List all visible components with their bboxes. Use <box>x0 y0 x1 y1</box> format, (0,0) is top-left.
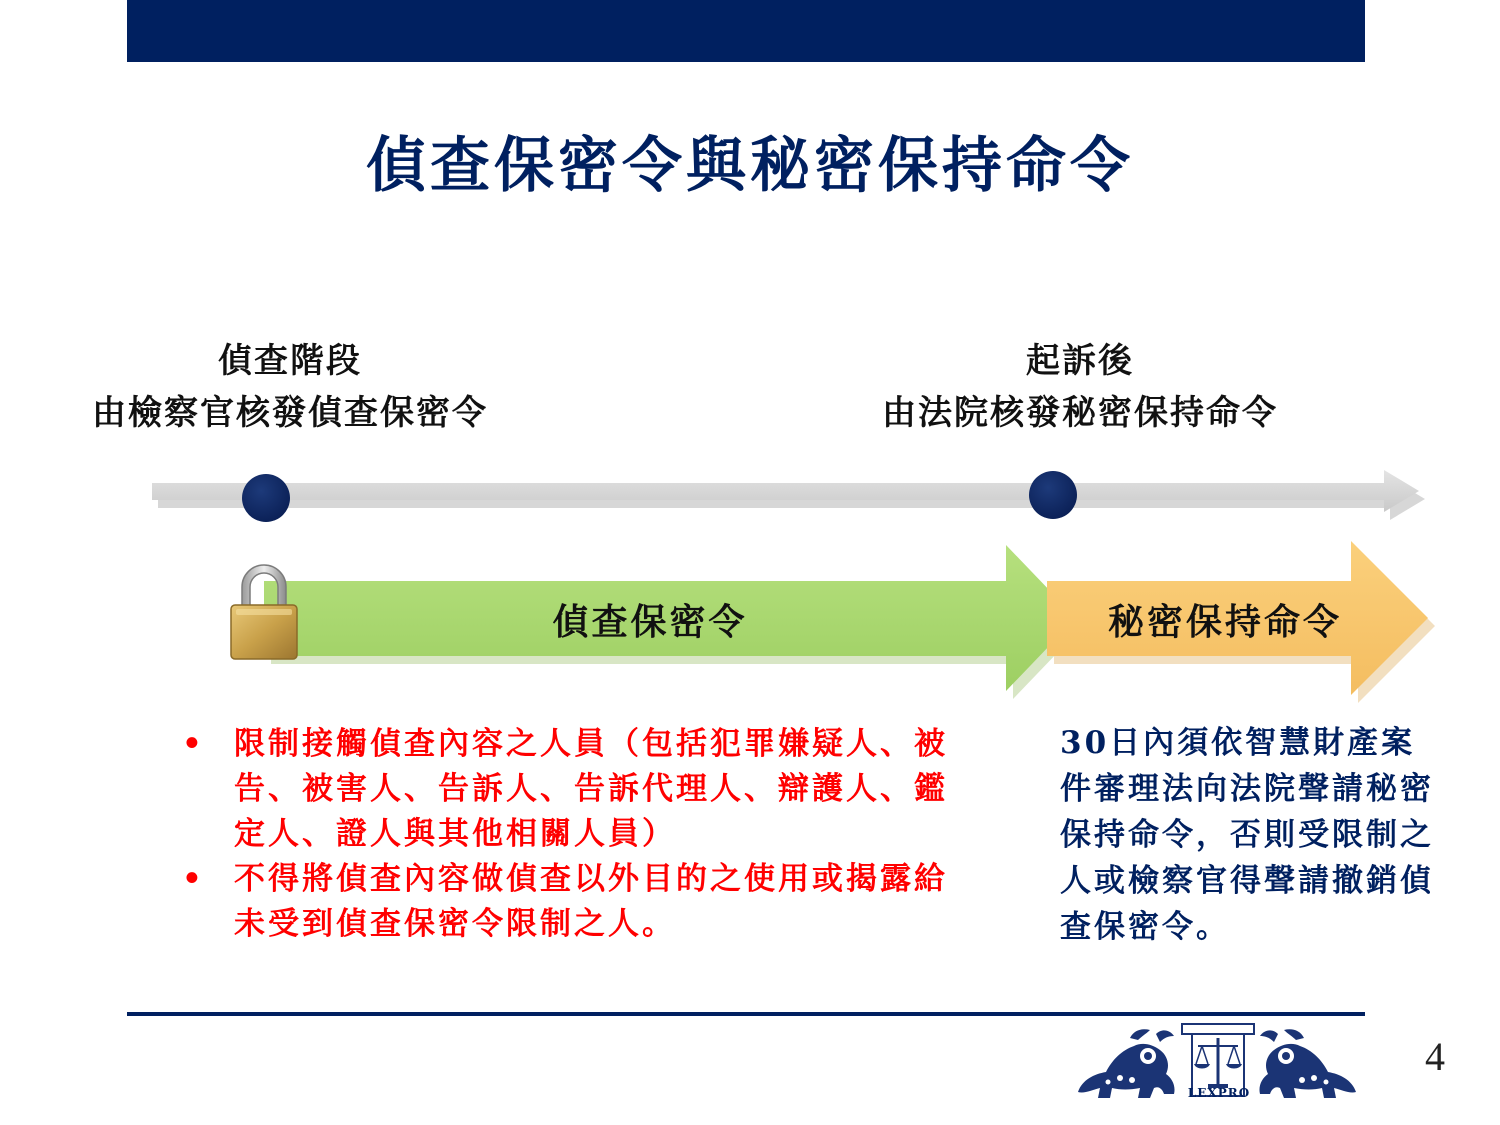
investigation-stage-title: 偵查階段 <box>218 341 362 381</box>
post-indictment-stage-subtitle: 由法院核發秘密保持命令 <box>882 393 1278 433</box>
post-indictment-stage-marker <box>1029 471 1077 519</box>
investigation-stage-subtitle: 由檢察官核發偵查保密令 <box>92 393 488 433</box>
bullet-dot: • <box>182 726 205 762</box>
padlock-icon <box>228 563 300 661</box>
protective-order-label: 秘密保持命令 <box>1107 601 1342 643</box>
bullet-text: 限制接觸偵查內容之人員（包括犯罪嫌疑人、被告、被害人、告訴人、告訴代理人、辯護人、鑑定人、證人與其他相關人員） <box>234 726 948 852</box>
page-number: 4 <box>1425 1034 1445 1079</box>
right-lion-icon <box>1259 1029 1356 1098</box>
logo-wordmark: LEXPRO <box>1187 1086 1251 1100</box>
investigation-order-label: 偵查保密令 <box>552 601 748 643</box>
restriction-bullet-list <box>182 722 952 947</box>
bullet-text: 不得將偵查內容做偵查以外目的之使用或揭露給未受到偵查保密令限制之人。 <box>234 861 948 942</box>
bullet-dot: • <box>182 861 205 897</box>
timeline-arrow <box>152 470 1425 520</box>
footer-divider <box>127 1012 1365 1016</box>
slide-title: 偵查保密令與秘密保持命令 <box>366 131 1134 201</box>
left-lion-icon <box>1078 1029 1175 1098</box>
bullet-item <box>182 722 952 857</box>
protective-order-note: 30日內須依智慧財產案件審理法向法院聲請秘密保持命令，否則受限制之人或檢察官得聲請撤銷偵查保密令。 <box>1060 725 1434 945</box>
bullet-item <box>182 857 952 947</box>
post-indictment-stage-title: 起訴後 <box>1026 341 1134 381</box>
investigation-stage-marker <box>242 474 290 522</box>
